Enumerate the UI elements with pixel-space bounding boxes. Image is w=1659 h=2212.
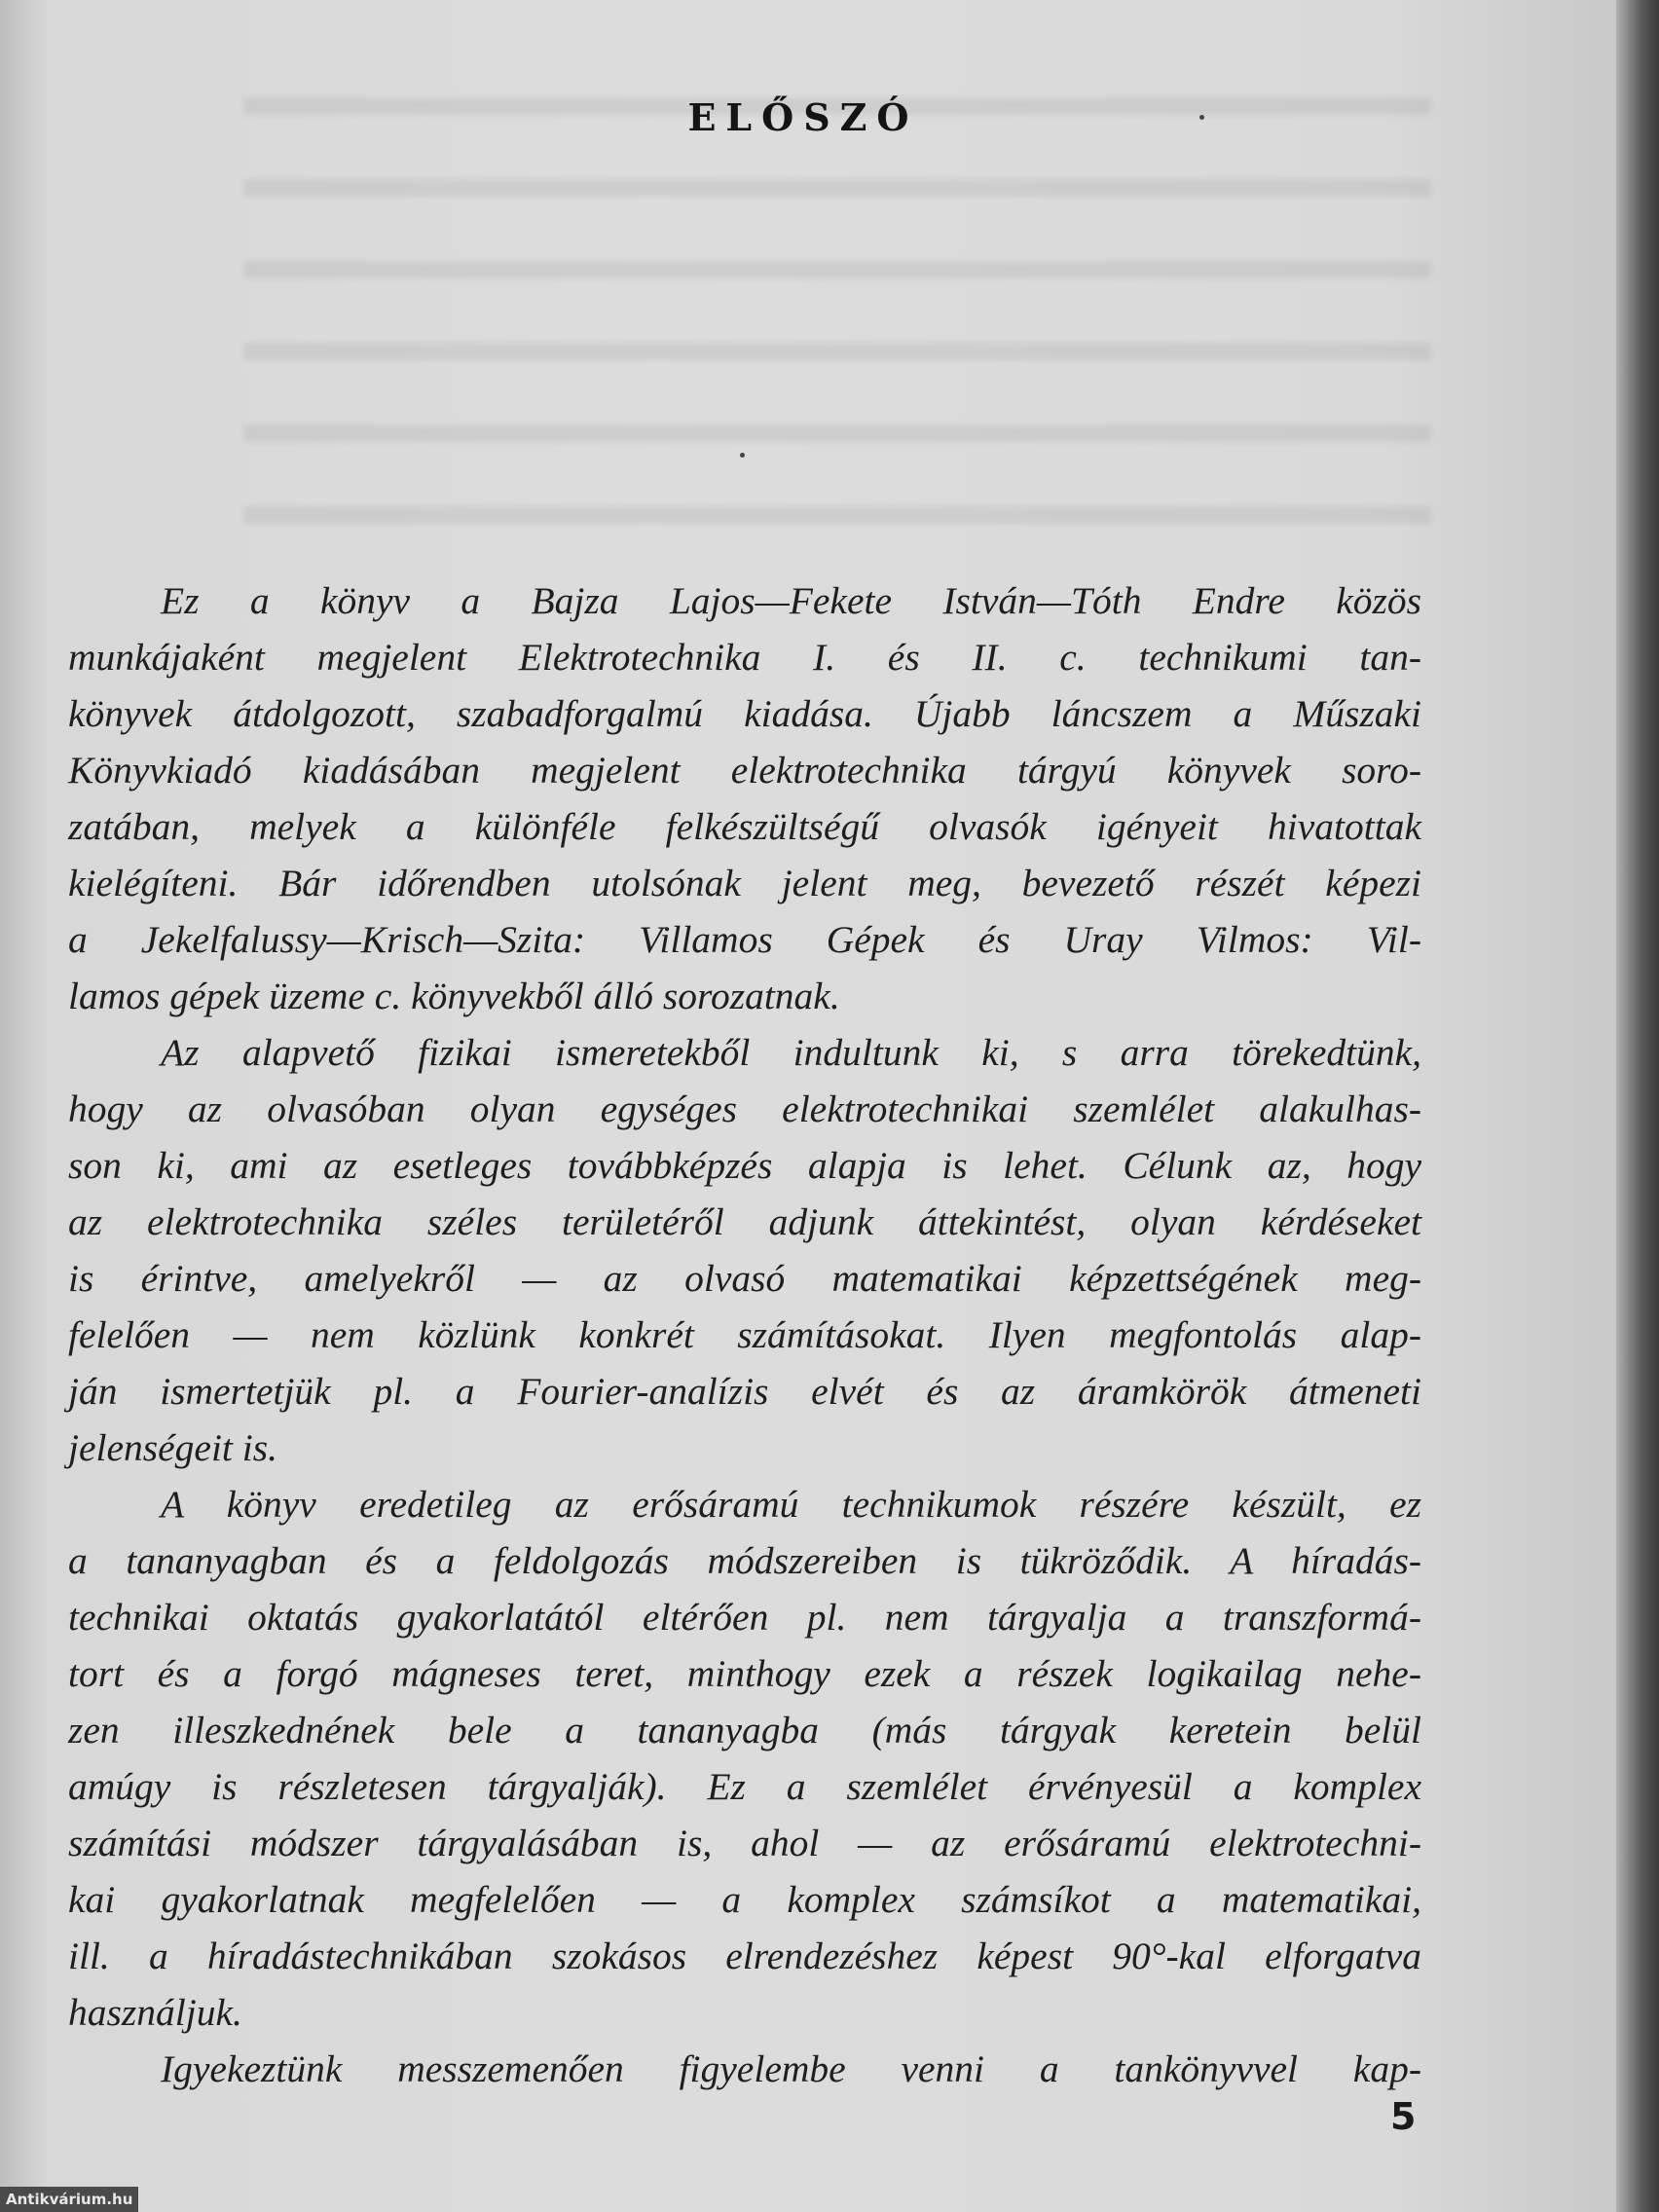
text-line: jelenségeit is.	[68, 1426, 277, 1469]
text-line: számítási módszer tárgyalásában is, ahol — az erősáramú elektrotechni-	[68, 1822, 1421, 1864]
text-line: Igyekeztünk messzemenően figyelembe venni a tankönyvvel kap-	[161, 2047, 1421, 2090]
page-number: 5	[1390, 2095, 1417, 2138]
page-edge-shadow	[1616, 0, 1659, 2212]
ink-speck	[740, 453, 745, 458]
text-line: munkájaként megjelent Elektrotechnika I. és II. c. technikumi tan-	[68, 636, 1421, 679]
text-line: felelően — nem közlünk konkrét számításokat. Ilyen megfontolás alap-	[68, 1313, 1421, 1356]
text-line: is érintve, amelyekről — az olvasó matematikai képzettségének meg-	[68, 1257, 1421, 1300]
text-line: használjuk.	[68, 1991, 242, 2034]
text-line: zatában, melyek a különféle felkészültségű olvasók igényeit hivatottak	[68, 805, 1421, 848]
text-line: ján ismertetjük pl. a Fourier-analízis elvét és az áramkörök átmeneti	[68, 1370, 1421, 1413]
text-line: zen illeszkednének bele a tananyagba (más tárgyak keretein belül	[68, 1709, 1421, 1751]
text-line: A könyv eredetileg az erősáramú technikumok részére készült, ez	[161, 1483, 1421, 1526]
text-line: technikai oktatás gyakorlatától eltérően pl. nem tárgyalja a transzformá-	[68, 1596, 1421, 1639]
text-line: Az alapvető fizikai ismeretekből indultunk ki, s arra törekedtünk,	[161, 1031, 1421, 1074]
text-line: Ez a könyv a Bajza Lajos—Fekete István—Tóth Endre közös	[161, 579, 1421, 622]
text-line: kielégíteni. Bár időrendben utolsónak jelent meg, bevezető részét képezi	[68, 862, 1421, 904]
watermark: Antikvárium.hu	[0, 2187, 138, 2212]
text-line: amúgy is részletesen tárgyalják). Ez a szemlélet érvényesül a komplex	[68, 1765, 1421, 1808]
page-heading: ELŐSZÓ	[687, 95, 919, 139]
preface-body	[68, 572, 1421, 2097]
text-line: lamos gépek üzeme c. könyvekből álló sorozatnak.	[68, 975, 840, 1017]
text-line: tort és a forgó mágneses teret, minthogy ezek a részek logikailag nehe-	[68, 1652, 1421, 1695]
text-line: a Jekelfalussy—Krisch—Szita: Villamos Gépek és Uray Vilmos: Vil-	[68, 918, 1421, 961]
text-line: könyvek átdolgozott, szabadforgalmú kiadása. Újabb láncszem a Műszaki	[68, 692, 1421, 735]
text-line: Könyvkiadó kiadásában megjelent elektrotechnika tárgyú könyvek soro-	[68, 749, 1421, 792]
text-line: a tananyagban és a feldolgozás módszereiben is tükröződik. A híradás-	[68, 1539, 1421, 1582]
text-line: son ki, ami az esetleges továbbképzés alapja is lehet. Célunk az, hogy	[68, 1144, 1421, 1187]
text-line: hogy az olvasóban olyan egységes elektrotechnikai szemlélet alakulhas-	[68, 1088, 1421, 1130]
text-line: kai gyakorlatnak megfelelően — a komplex számsíkot a matematikai,	[68, 1878, 1421, 1921]
text-line: az elektrotechnika széles területéről adjunk áttekintést, olyan kérdéseket	[68, 1200, 1421, 1243]
text-line: ill. a híradástechnikában szokásos elrendezéshez képest 90°-kal elforgatva	[68, 1935, 1421, 1977]
